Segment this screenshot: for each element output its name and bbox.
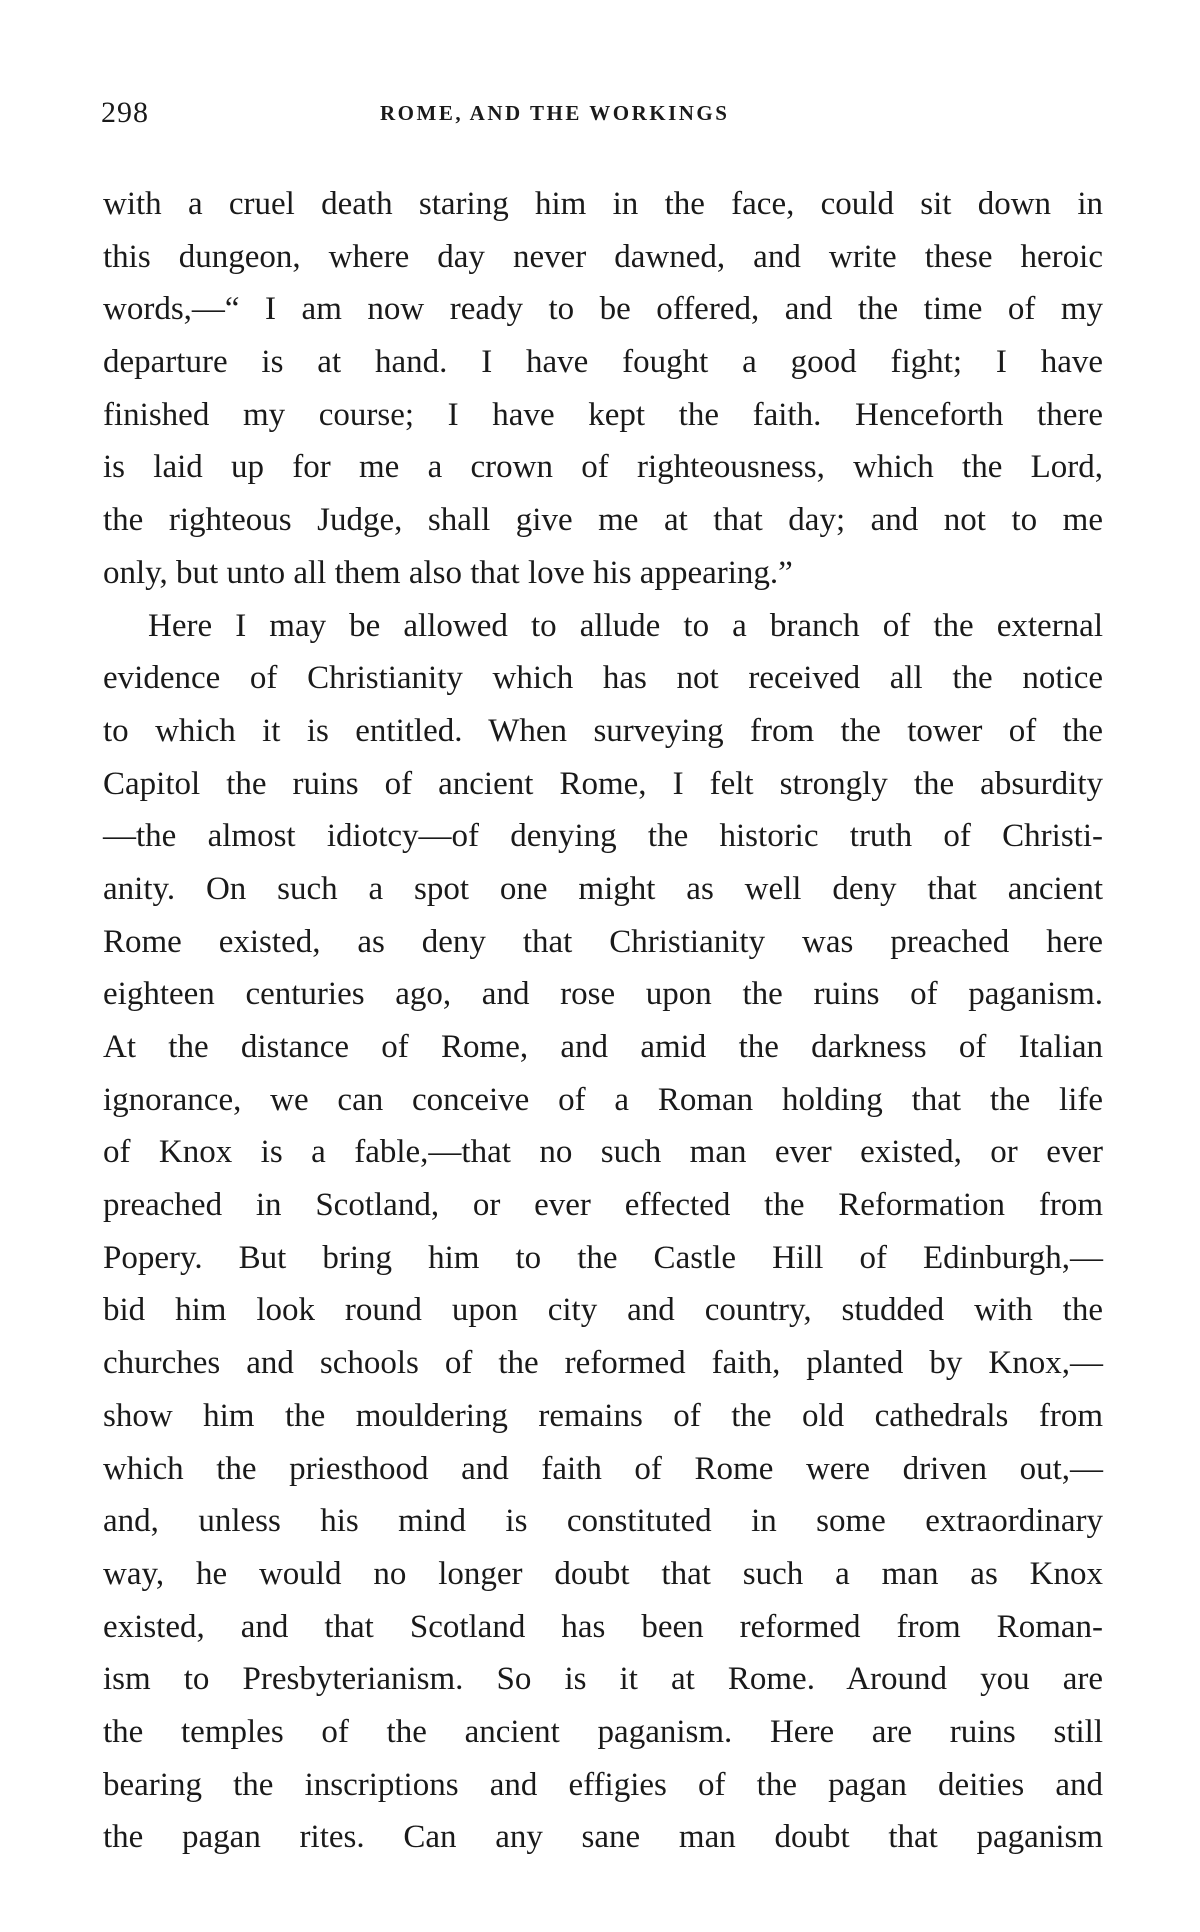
text-line: ignorance, we can conceive of a Roman holding that the life <box>103 1081 1103 1118</box>
text-line: departure is at hand. I have fought a good fight; I have <box>103 344 1103 381</box>
page-number: 298 <box>101 96 149 129</box>
text-line: Here I may be allowed to allude to a branch of the external <box>148 607 1103 644</box>
text-line: the temples of the ancient paganism. Here are ruins still <box>103 1713 1103 1750</box>
text-line: Capitol the ruins of ancient Rome, I felt strongly the absurdity <box>103 765 1103 802</box>
text-line: eighteen centuries ago, and rose upon the ruins of paganism. <box>103 976 1103 1013</box>
body-text <box>103 178 1103 1864</box>
text-line: finished my course; I have kept the faith. Henceforth there <box>103 396 1103 433</box>
text-line: churches and schools of the reformed faith, planted by Knox,— <box>103 1345 1103 1382</box>
text-line: Rome existed, as deny that Christianity was preached here <box>103 923 1103 960</box>
text-line: the righteous Judge, shall give me at that day; and not to me <box>103 502 1103 539</box>
text-line: words,—“ I am now ready to be offered, and the time of my <box>103 291 1103 328</box>
text-line: At the distance of Rome, and amid the darkness of Italian <box>103 1029 1103 1065</box>
text-line: which the priesthood and faith of Rome were driven out,— <box>103 1450 1103 1487</box>
text-line: ism to Presbyterianism. So is it at Rome. Around you are <box>103 1661 1103 1698</box>
text-line: way, he would no longer doubt that such a man as Knox <box>103 1555 1103 1592</box>
text-line: the pagan rites. Can any sane man doubt that paganism <box>103 1819 1103 1856</box>
text-line: with a cruel death staring him in the face, could sit down in <box>103 186 1103 222</box>
text-line: existed, and that Scotland has been reformed from Roman- <box>103 1608 1103 1645</box>
text-line: to which it is entitled. When surveying from the tower of the <box>103 712 1103 749</box>
text-line: only, but unto all them also that love his appearing.” <box>103 554 793 591</box>
text-line: show him the mouldering remains of the old cathedrals from <box>103 1397 1103 1434</box>
text-line: —the almost idiotcy—of denying the historic truth of Christi- <box>103 818 1103 855</box>
text-line: this dungeon, where day never dawned, and write these heroic <box>103 238 1103 275</box>
text-line: Popery. But bring him to the Castle Hill of Edinburgh,— <box>103 1239 1103 1276</box>
text-line: is laid up for me a crown of righteousness, which the Lord, <box>103 449 1103 486</box>
text-line: and, unless his mind is constituted in some extraordinary <box>103 1503 1103 1540</box>
running-title: ROME, AND THE WORKINGS <box>380 101 730 125</box>
text-line: preached in Scotland, or ever effected the Reformation from <box>103 1187 1103 1224</box>
text-line: anity. On such a spot one might as well deny that ancient <box>103 870 1103 907</box>
text-line: of Knox is a fable,—that no such man ever existed, or ever <box>103 1134 1103 1171</box>
text-line: bearing the inscriptions and effigies of the pagan deities and <box>103 1766 1103 1803</box>
text-line: bid him look round upon city and country, studded with the <box>103 1292 1103 1329</box>
text-line: evidence of Christianity which has not received all the notice <box>103 660 1103 697</box>
